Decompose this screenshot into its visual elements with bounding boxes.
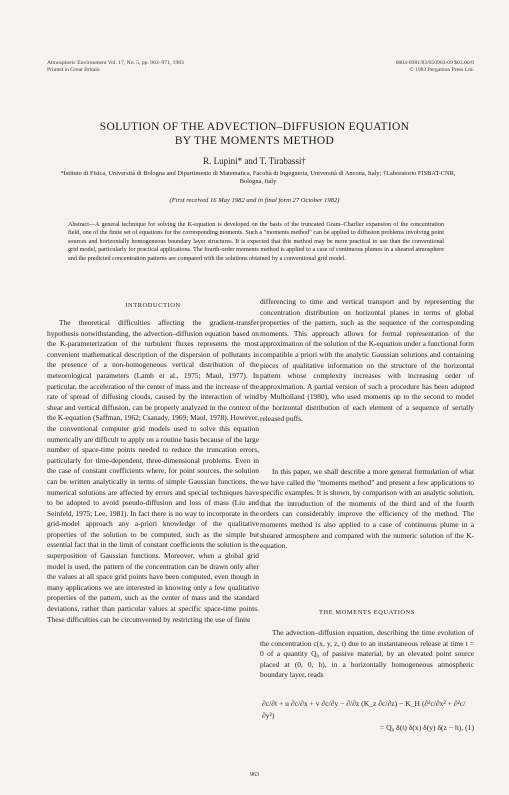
journal-citation: Atmospheric Environment Vol. 17, No. 5, pp. 963–971, 1983	[47, 60, 184, 66]
authors: R. Lupini* and T. Tirabassi†	[203, 156, 306, 166]
equation-1-line-2: = Q₀ δ(t) δ(x) δ(y) δ(z − h), (1)	[379, 723, 474, 732]
paper-title-line-2: BY THE MOMENTS METHOD	[174, 135, 335, 147]
body-paragraph-1: differencing to time and vertical transport and by representing the concentration distribution on horizontal planes in terms of global properties of the pattern, such as the sequence of the corresponding moments. This approach allows for formal representation of the approximation of the solution of the K-equation under a functional form compatible a priori with the analytic Gaussian solutions and containing pieces of qualitative information on the structure of the horizontal pattern whose complexity increases with increasing order of approximation. A partial version of such a procedure has been adopted by Mulholland (1980), who used moments up to the second to model the horizontal distribution of each element of a sequence of serially released puffs.	[260, 297, 474, 423]
moments-equations-heading: THE MOMENTS EQUATIONS	[318, 609, 416, 616]
body-paragraph-2: In this paper, we shall describe a more general formulation of what we have called the "moments method" and present a few applications to specific examples. It is shown, by comparison with an analytic solution, that the introduction of the moments of the third and of the fourth orders can considerably improve the efficiency of the method. The moments method is also applied to a case of continuous plume in a sheared atmosphere and compared with the numeric solution of the K-equation.	[260, 467, 474, 551]
received-dates: (First received 16 May 1982 and in final form 27 October 1982)	[169, 197, 340, 204]
publisher-note: © 1983 Pergamon Press Ltd.	[409, 67, 474, 73]
issn-code: 0004-6981/83/050963-09 $03.00/0	[395, 60, 474, 66]
abstract: Abstract—A general technique for solving the K-equation is developed on the basis of the truncated Gram–Charlier expansion of the concentration field, one of the finite set of equations for the corresponding moments. Such a "moments method" can be applied to diffusion problems involving point sources and horizontally homogeneous boundary layer structures. It is expected that this method may be more practical to use than the conventional grid model, particularly for practical applications. The fourth-order moments method is applied to a case of continuous plumes in a sheared atmosphere and the predicted concentration patterns are compared with the solutions obtained by a conventional grid model.	[68, 221, 444, 262]
printed-note: Printed in Great Britain	[47, 67, 100, 73]
affiliation: *Istituto di Fisica, Università di Bologna and Dipartimento di Matematica, Facoltà di Ingegneria, Università di Ancona, Italy; †Laboratorio FISBAT-CNR, Bologna, Italy	[60, 170, 456, 186]
paper-title-line-1: SOLUTION OF THE ADVECTION–DIFFUSION EQUATION	[99, 121, 410, 133]
body-paragraph-3: The advection–diffusion equation, describing the time evolution of the concentration c(x, y, z, t) due to an instantaneous release at time t = 0 of a quantity Q₀ of passive material, by an elevated point source placed at (0, 0, h), in a horizontally homogeneous atmospheric boundary layer, reads	[260, 628, 474, 680]
page-number: 963	[250, 772, 259, 778]
introduction-heading: INTRODUCTION	[125, 302, 181, 309]
introduction-text: The theoretical difficulties affecting the gradient-transfer hypothesis notwithstanding, the advection–diffusion equation based on the K-parameterization of the turbulent fluxes represents the most convenient mathematical description of the dispersion of pollutants in the presence of a non-homogeneous vertical distribution of the meteorological parameters (Lamb et al., 1975; Maul, 1977). In particular, the acceleration of the center of mass and the increase of the rate of spread of diffusing clouds, caused by the interaction of wind shear and vertical diffusion, can be properly analyzed in the context of the K-equation (Saffman, 1962; Csanady, 1969; Maul, 1978). However, the conventional computer grid models used to solve this equation numerically are difficult to apply on a routine basis because of the large number of space-time points needed to reduce the truncation errors, particularly for time-dependent, three-dimensional problems. Even in the case of constant coefficients where, for point sources, the solution can be written analytically in terms of simple Gaussian functions, the numerical solutions are affected by errors and special techniques have to be adopted to avoid pseudo-diffusion and loss of mass (Liu and Seinfeld, 1975; Lee, 1981). In fact there is no way to incorporate in the grid-model approach any a-priori knowledge of the qualitative properties of the solution to be computed, such as the simple but essential fact that in the limit of constant coefficients the solution is the superposition of Gaussian functions. Moreover, when a global grid model is used, the pattern of the concentration can be drawn only after the values at all space grid points have been computed, even though in many applications we are interested in knowing only a few qualitative properties of the pattern, such as the center of mass and the standard deviations, rather than particular values at specific space-time points. These difficulties can be circumvented by restricting the use of finite	[47, 318, 259, 624]
equation-1-line-1: ∂c/∂t + u ∂c/∂x + v ∂c/∂y − ∂/∂z (K_z ∂c/∂z) − K_H (∂²c/∂x² + ∂²c/∂y²)	[262, 699, 466, 720]
